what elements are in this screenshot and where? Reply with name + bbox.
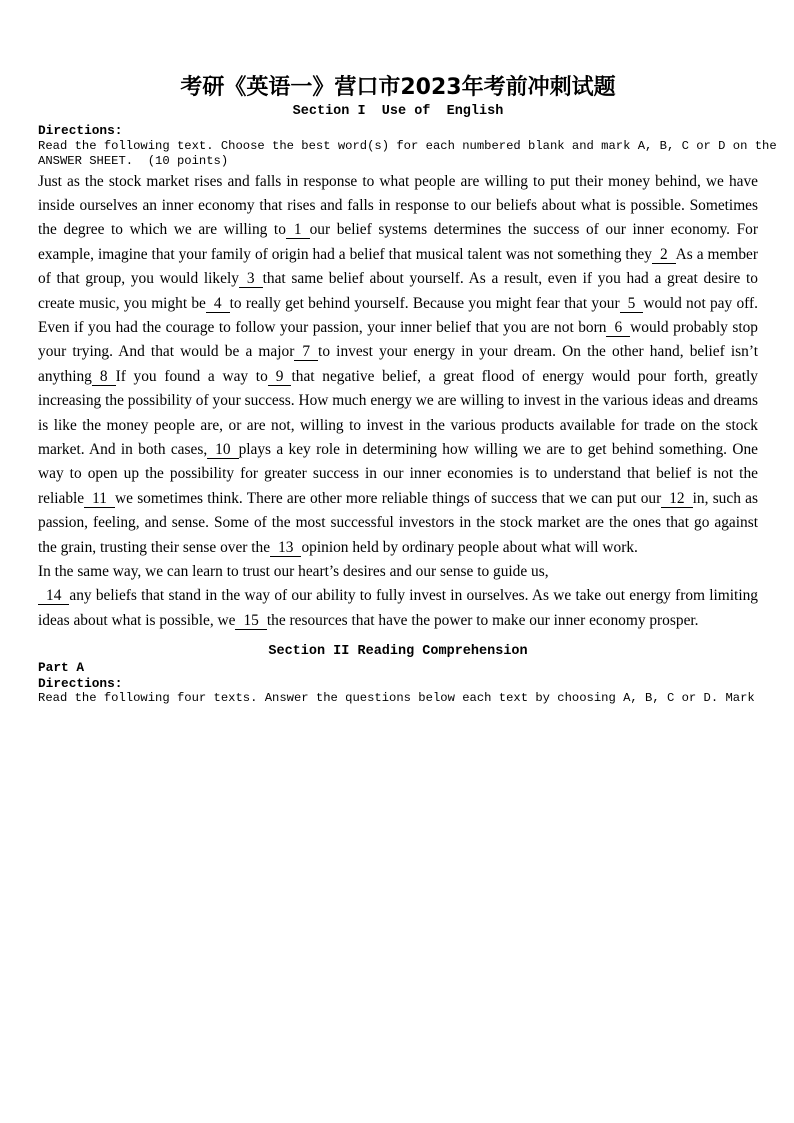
cloze-blank-4: 4	[206, 295, 230, 313]
directions-line: ANSWER SHEET. (10 points)	[38, 154, 229, 168]
cloze-blank-15: 15	[235, 612, 266, 630]
cloze-blank-5: 5	[620, 295, 644, 313]
cloze-paragraph: In the same way, we can learn to trust our heart’s desires and our sense to guide us,	[38, 563, 549, 580]
cloze-blank-9: 9	[268, 368, 292, 386]
directions2-label: Directions:	[38, 675, 123, 691]
page-title: 考研《英语一》营口市2023年考前冲刺试题	[180, 75, 616, 100]
cloze-blank-12: 12	[661, 490, 692, 508]
cloze-blank-8: 8	[92, 368, 116, 386]
directions-label: Directions:	[38, 123, 123, 138]
cloze-blank-10: 10	[207, 441, 238, 459]
cloze-blank-2: 2	[652, 246, 676, 264]
cloze-blank-14: 14	[38, 587, 69, 605]
cloze-blank-11: 11	[84, 490, 115, 508]
cloze-paragraph: Just as the stock market rises and falls in response to what people are willing to put their money behind, we have inside ourselves an inner economy that rises and falls in response to our beliefs about what is possible. Sometimes the degree to which we are willing to 1 our belief systems determines the success of our inner economy. For example, imagine that your family of origin had a belief that musical talent was not something they 2 As a member of that group, you would likely 3 that same belief about yourself. As a result, even if you had a great desire to create music, you might be 4 to really get behind yourself. Because you might fear that your 5 would not pay off. Even if you had the courage to follow your passion, your inner belief that you are not born 6 would probably stop your trying. And that would be a major 7 to invest your energy in your dream. On the other hand, belief isn’t anything 8 If you found a way to 9 that negative belief, a great flood of energy would pour forth, greatly increasing the possibility of your success. How much energy we are willing to invest in the various ideas and dreams is like the money people are, or are not, willing to invest in the various products available for trade on the stock market. And in both cases, 10 plays a key role in determining how willing we are to get behind something. One way to open up the possibility for greater success in our inner economies is to understand that belief is not the reliable 11 we sometimes think. There are other more reliable things of success that we can put our 12 in, such as passion, feeling, and sense. Some of the most successful investors in the stock market are the ones that go against the grain, trusting their sense over the 13 opinion held by ordinary people about what will work.	[38, 172, 758, 556]
directions-line: Read the following text. Choose the best word(s) for each numbered blank and mark A, B, C or D on the	[38, 138, 777, 153]
cloze-blank-3: 3	[239, 270, 263, 288]
cloze-text	[38, 170, 758, 634]
cloze-blank-7: 7	[294, 343, 318, 361]
cloze-blank-13: 13	[270, 539, 301, 557]
cloze-paragraph: 14 any beliefs that stand in the way of our ability to fully invest in ourselves. As we take out energy from limiting ideas about what is possible, we 15 the resources that have the power to make our inner economy prosper.	[38, 587, 758, 629]
part-a-label: Part A	[38, 660, 85, 676]
cloze-blank-1: 1	[286, 221, 310, 239]
cloze-blank-6: 6	[606, 319, 630, 337]
section2-heading: Section II Reading Comprehension	[268, 644, 528, 660]
section1-heading: Section I Use of English	[292, 104, 504, 119]
directions2-line: Read the following four texts. Answer the questions below each text by choosing A, B, C or D. Mark	[38, 691, 755, 706]
